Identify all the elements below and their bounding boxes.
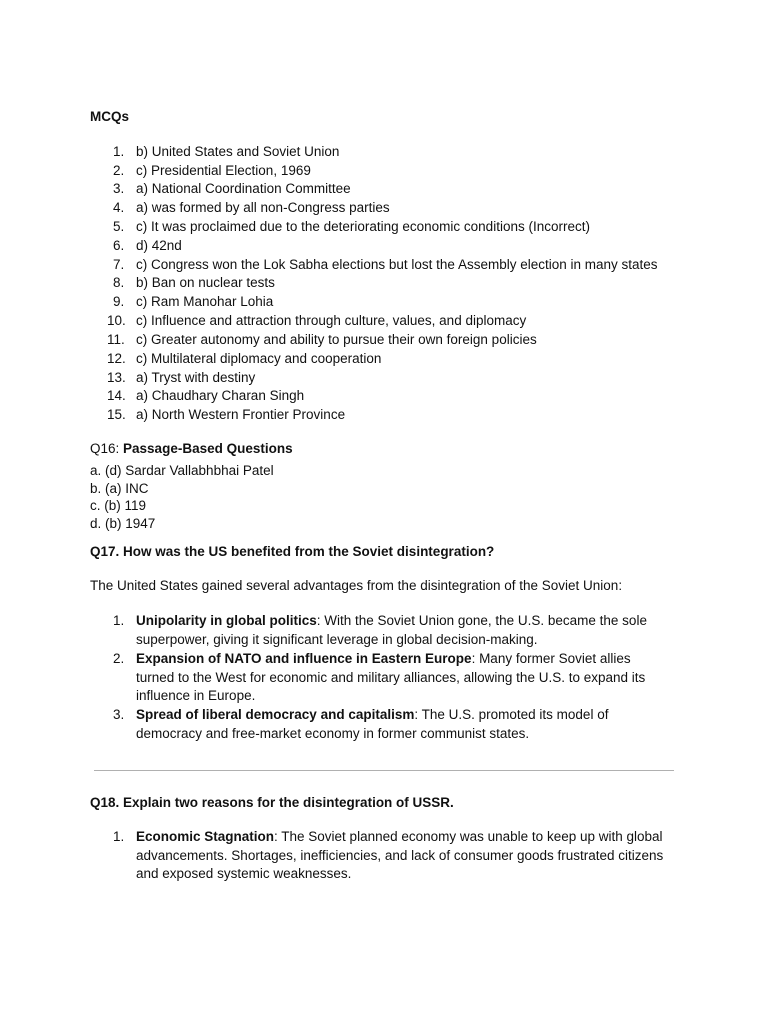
answer-line: a. (d) Sardar Vallabhbhai Patel	[90, 463, 274, 478]
q17-question: Q17. How was the US benefited from the Soviet disintegration?	[90, 544, 495, 559]
point-text: : The Soviet planned economy was unable to keep up with global advancements. Shortages, inefficiencies, and lack of consumer goods frustrated citizens and exposed systemic weaknesses.	[136, 829, 664, 881]
q18-question: Q18. Explain two reasons for the disintegration of USSR.	[90, 795, 454, 810]
list-item-number: 11.	[107, 332, 125, 347]
list-item: c) Greater autonomy and ability to pursue their own foreign policies	[136, 332, 537, 347]
list-item: a) was formed by all non-Congress parties	[136, 200, 390, 215]
list-item: c) Influence and attraction through culture, values, and diplomacy	[136, 313, 527, 328]
point-text: : With the Soviet Union gone, the U.S. became the sole superpower, giving it significant leverage in global decision-making.	[136, 613, 647, 647]
mcq-heading: MCQs	[90, 109, 130, 124]
list-item: d) 42nd	[136, 238, 182, 253]
list-item	[136, 650, 666, 706]
list-item: a) Chaudhary Charan Singh	[136, 388, 305, 403]
list-item-number: 8.	[113, 275, 125, 290]
list-item: c) Presidential Election, 1969	[136, 163, 311, 178]
list-item-number: 2.	[113, 651, 125, 666]
list-item-number: 5.	[113, 219, 125, 234]
point-term: Spread of liberal democracy and capitalism	[136, 707, 415, 722]
list-item: a) Tryst with destiny	[136, 370, 256, 385]
answer-line: d. (b) 1947	[90, 516, 156, 531]
list-item-number: 3.	[113, 707, 125, 722]
q16-prefix: Q16:	[90, 441, 124, 456]
list-item-number: 1.	[113, 144, 125, 159]
list-item-number: 10.	[107, 313, 126, 328]
q16-title: Passage-Based Questions	[123, 441, 293, 456]
point-term: Unipolarity in global politics	[136, 613, 317, 628]
point-text: : Many former Soviet allies turned to the West for economic and military alliances, allowing the U.S. to expand its influence in Europe.	[136, 651, 646, 703]
list-item-number: 14.	[107, 388, 126, 403]
list-item-number: 4.	[113, 200, 125, 215]
list-item-number: 3.	[113, 181, 125, 196]
list-item	[136, 706, 636, 743]
list-item: a) North Western Frontier Province	[136, 407, 346, 422]
point-term: Economic Stagnation	[136, 829, 275, 844]
list-item: c) Ram Manohar Lohia	[136, 294, 274, 309]
point-text: : The U.S. promoted its model of democracy and free-market economy in former communist states.	[136, 707, 609, 741]
list-item: c) It was proclaimed due to the deteriorating economic conditions (Incorrect)	[136, 219, 590, 234]
q16-heading	[90, 440, 293, 458]
list-item-number: 1.	[113, 613, 125, 628]
list-item-number: 13.	[107, 370, 126, 385]
list-item-number: 6.	[113, 238, 125, 253]
q17-intro: The United States gained several advantages from the disintegration of the Soviet Union:	[90, 578, 623, 593]
answer-line: c. (b) 119	[90, 498, 147, 513]
section-divider	[94, 770, 674, 771]
list-item-number: 2.	[113, 163, 125, 178]
list-item-number: 1.	[113, 829, 125, 844]
list-item	[136, 828, 681, 884]
list-item: b) United States and Soviet Union	[136, 144, 340, 159]
list-item	[136, 612, 676, 649]
list-item: a) National Coordination Committee	[136, 181, 351, 196]
list-item-number: 7.	[113, 257, 125, 272]
list-item-number: 12.	[107, 351, 126, 366]
list-item: b) Ban on nuclear tests	[136, 275, 275, 290]
list-item: c) Multilateral diplomacy and cooperation	[136, 351, 382, 366]
list-item-number: 9.	[113, 294, 125, 309]
list-item-number: 15.	[107, 407, 126, 422]
list-item: c) Congress won the Lok Sabha elections but lost the Assembly election in many states	[136, 257, 658, 272]
point-term: Expansion of NATO and influence in Eastern Europe	[136, 651, 472, 666]
answer-line: b. (a) INC	[90, 481, 149, 496]
